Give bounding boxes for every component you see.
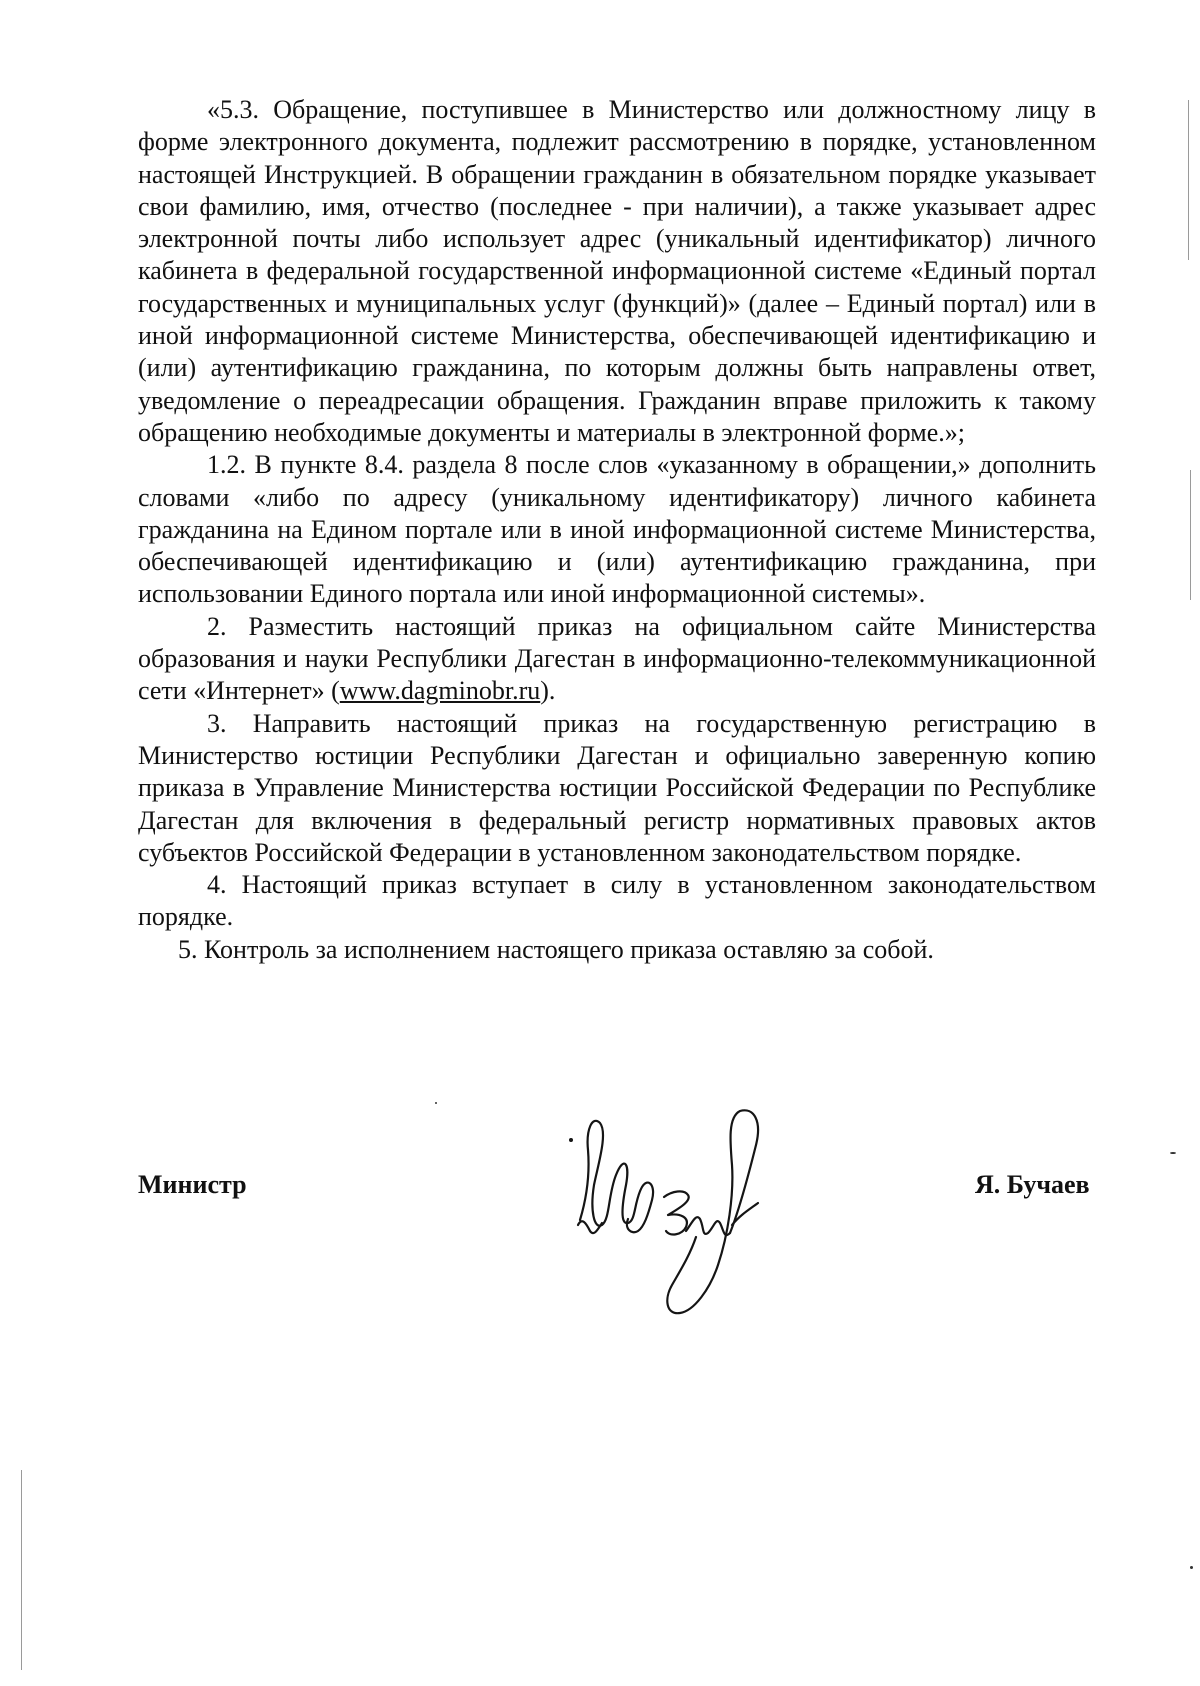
scan-edge-line-left (21, 1470, 22, 1670)
signatory-name: Я. Бучаев (975, 1170, 1090, 1199)
paragraph-3: 3. Направить настоящий приказ на государственную регистрацию в Министерство юстиции Республики Дагестан и официально заверенную копию приказа в Управление Министерства юстиции Российской Федерации по Республике Дагестан для включения в федеральный регистр нормативных правовых актов субъектов Российской Федерации в установленном законодательством порядке. (138, 708, 1096, 867)
paragraph-4: 4. Настоящий приказ вступает в силу в установленном законодательством порядке. (138, 870, 1096, 932)
scan-speck (435, 1102, 437, 1104)
paragraph-2-tail: ). (540, 676, 556, 706)
document-body (138, 94, 1096, 966)
scan-edge-line-right (1188, 100, 1189, 260)
scan-speck (1170, 1152, 1176, 1154)
website-link[interactable]: www.dagminobr.ru (339, 676, 541, 706)
handwritten-signature (568, 1105, 798, 1320)
paragraph-5: 5. Контроль за исполнением настоящего приказа оставляю за собой. (178, 934, 934, 964)
paragraph-2-text: 2. Разместить настоящий приказ на официальном сайте Министерства образования и науки Республики Дагестан в информационно-телекоммуникационной сети «Интернет» ( (138, 611, 1096, 706)
scan-speck (1190, 1566, 1193, 1569)
paragraph-2 (138, 611, 1096, 708)
paragraph-5-3: «5.3. Обращение, поступившее в Министерство или должностному лицу в форме электронного документа, подлежит рассмотрению в порядке, установленном настоящей Инструкцией. В обращении гражданин в обязательном порядке указывает свои фамилию, имя, отчество (последнее - при наличии), а также указывает адрес электронной почты либо использует адрес (уникальный идентификатор) личного кабинета в федеральной государственной информационной системе «Единый портал государственных и муниципальных услуг (функций)» (далее – Единый портал) или в иной информационной системе Министерства, обеспечивающей идентификацию и (или) аутентификацию гражданина, по которым должны быть направлены ответ, уведомление о переадресации обращения. Гражданин вправе приложить к такому обращению необходимые документы и материалы в электронной форме.»; (138, 95, 1096, 447)
position-title: Министр (138, 1170, 247, 1199)
paragraph-1-2: 1.2. В пункте 8.4. раздела 8 после слов «указанному в обращении,» дополнить словами «либо по адресу (уникальному идентификатору) личного кабинета гражданина на Едином портале или в иной информационной системе Министерства, обеспечивающей идентификацию и (или) аутентификацию гражданина, при использовании Единого портала или иной информационной системы». (138, 450, 1096, 609)
scan-edge-line-right-lower (1190, 470, 1191, 600)
